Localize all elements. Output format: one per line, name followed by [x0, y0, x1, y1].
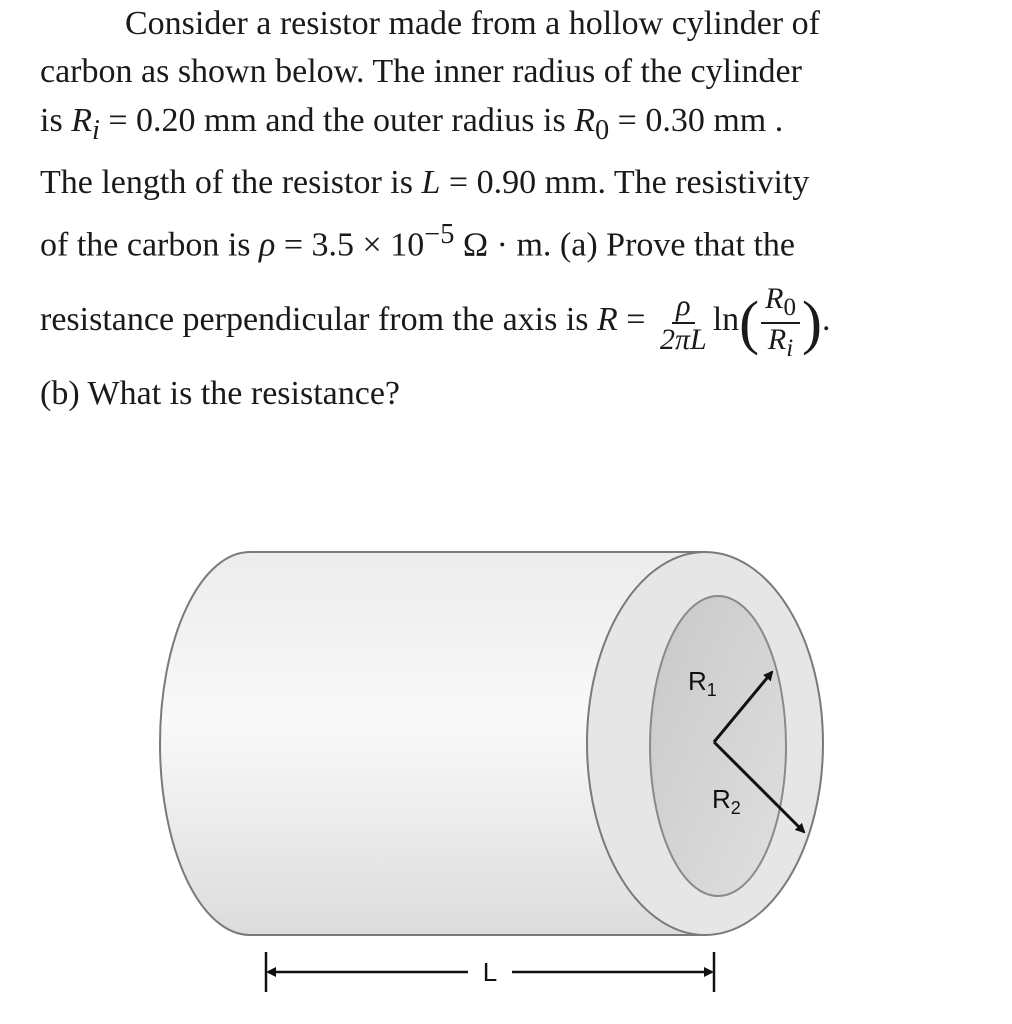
ratio-numerator-subscript: 0	[783, 294, 796, 322]
inner-radius-symbol: R	[71, 101, 92, 139]
text-outer-radius: and the outer radius is	[265, 101, 566, 139]
outer-radius-value: = 0.30 mm .	[609, 101, 784, 139]
ratio-denominator	[764, 324, 797, 362]
problem-line-1: Consider a resistor made from a hollow cylinder of	[125, 5, 820, 42]
text-resistance-perpendicular: resistance perpendicular from the axis is	[40, 301, 589, 339]
length-value: = 0.90 mm	[440, 163, 598, 201]
length-label: L	[482, 957, 498, 987]
ratio-fraction	[761, 283, 800, 362]
ratio-denominator-symbol: R	[767, 322, 787, 356]
outer-radius-subscript: 0	[594, 114, 610, 146]
problem-line-6	[40, 283, 992, 362]
ratio-numerator	[761, 283, 800, 323]
length-symbol: L	[421, 163, 441, 201]
paren-close: )	[801, 289, 822, 356]
inner-radius-value: = 0.20 mm	[99, 101, 257, 139]
fraction-denominator: 2πL	[659, 322, 707, 356]
problem-line-3	[40, 97, 992, 151]
formula-lhs: R	[597, 301, 618, 339]
text-prove: . (a) Prove that the	[542, 226, 795, 264]
text-length: The length of the resistor is	[40, 163, 413, 201]
problem-text	[40, 0, 992, 418]
problem-line-2: carbon as shown below. The inner radius of the cylinder	[40, 53, 802, 91]
ratio-numerator-symbol: R	[765, 282, 784, 316]
outer-radius-symbol: R	[574, 101, 595, 139]
rho-exponent: −5	[424, 218, 455, 250]
formula-equals: =	[617, 301, 654, 339]
text-resistivity: . The resistivity	[597, 163, 810, 201]
problem-line-4	[40, 159, 992, 207]
problem-line-5	[40, 215, 992, 270]
formula-period: .	[821, 301, 831, 339]
rho-unit: Ω · m	[454, 226, 543, 264]
r1-label: $R_1$	[688, 666, 717, 700]
inner-radius-subscript: i	[91, 114, 100, 146]
fraction-numerator: ρ	[672, 290, 694, 324]
problem-line-7: (b) What is the resistance?	[40, 374, 401, 412]
ratio-denominator-subscript: i	[786, 334, 794, 362]
rho-symbol: ρ	[259, 226, 276, 264]
text-carbon: of the carbon is	[40, 226, 251, 264]
r2-label: $R_2$	[712, 784, 741, 818]
text-is: is	[40, 101, 63, 139]
ln-label: ln	[712, 301, 740, 339]
hollow-cylinder-figure	[140, 530, 900, 1010]
paren-open: (	[739, 289, 760, 356]
rho-value: = 3.5 × 10	[275, 226, 425, 264]
formula-fraction	[656, 290, 711, 355]
